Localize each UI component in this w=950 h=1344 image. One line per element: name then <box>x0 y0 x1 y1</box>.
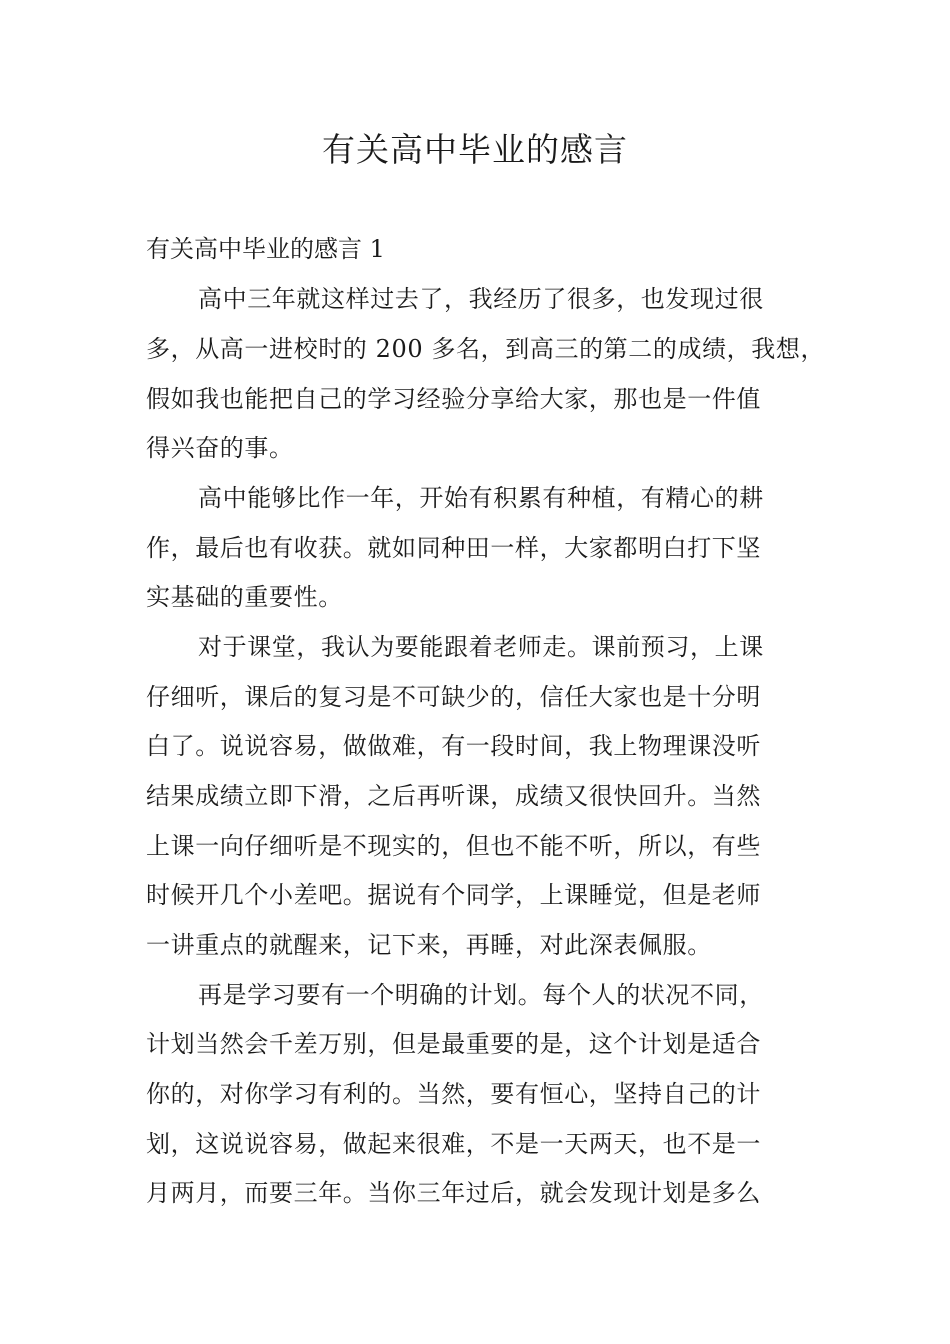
paragraph-1-line-4: 得兴奋的事。 <box>146 434 294 462</box>
paragraph-3-line-3: 白了。说说容易，做做难，有一段时间，我上物理课没听 <box>146 732 761 760</box>
paragraph-3-line-6: 时候开几个小差吧。据说有个同学，上课睡觉，但是老师 <box>146 881 761 909</box>
paragraph-3-line-2: 仔细听，课后的复习是不可缺少的，信任大家也是十分明 <box>146 683 761 711</box>
paragraph-3-line-4: 结果成绩立即下滑，之后再听课，成绩又很快回升。当然 <box>146 782 761 810</box>
paragraph-4-line-4: 划，这说说容易，做起来很难，不是一天两天，也不是一 <box>146 1130 761 1158</box>
paragraph-3-line-1: 对于课堂，我认为要能跟着老师走。课前预习，上课 <box>198 633 764 661</box>
paragraph-1-line-1: 高中三年就这样过去了，我经历了很多，也发现过很 <box>198 285 764 313</box>
paragraph-1-line-2: 多，从高一进校时的 200 多名，到高三的第二的成绩，我想， <box>146 335 826 363</box>
paragraph-3-line-5: 上课一向仔细听是不现实的，但也不能不听，所以，有些 <box>146 832 761 860</box>
paragraph-2-line-3: 实基础的重要性。 <box>146 583 343 611</box>
document-title: 有关高中毕业的感言 <box>322 130 628 169</box>
paragraph-2-line-2: 作，最后也有收获。就如同种田一样，大家都明白打下坚 <box>146 534 761 562</box>
paragraph-4-line-2: 计划当然会千差万别，但是最重要的是，这个计划是适合 <box>146 1030 761 1058</box>
paragraph-4-line-3: 你的，对你学习有利的。当然，要有恒心，坚持自己的计 <box>146 1080 761 1108</box>
section-heading: 有关高中毕业的感言 1 <box>146 235 385 263</box>
paragraph-2-line-1: 高中能够比作一年，开始有积累有种植，有精心的耕 <box>198 484 764 512</box>
paragraph-3-line-7: 一讲重点的就醒来，记下来，再睡，对此深表佩服。 <box>146 931 712 959</box>
paragraph-4-line-5: 月两月，而要三年。当你三年过后，就会发现计划是多么 <box>146 1179 761 1207</box>
paragraph-1-line-3: 假如我也能把自己的学习经验分享给大家，那也是一件值 <box>146 385 761 413</box>
paragraph-4-line-1: 再是学习要有一个明确的计划。每个人的状况不同， <box>198 981 764 1009</box>
